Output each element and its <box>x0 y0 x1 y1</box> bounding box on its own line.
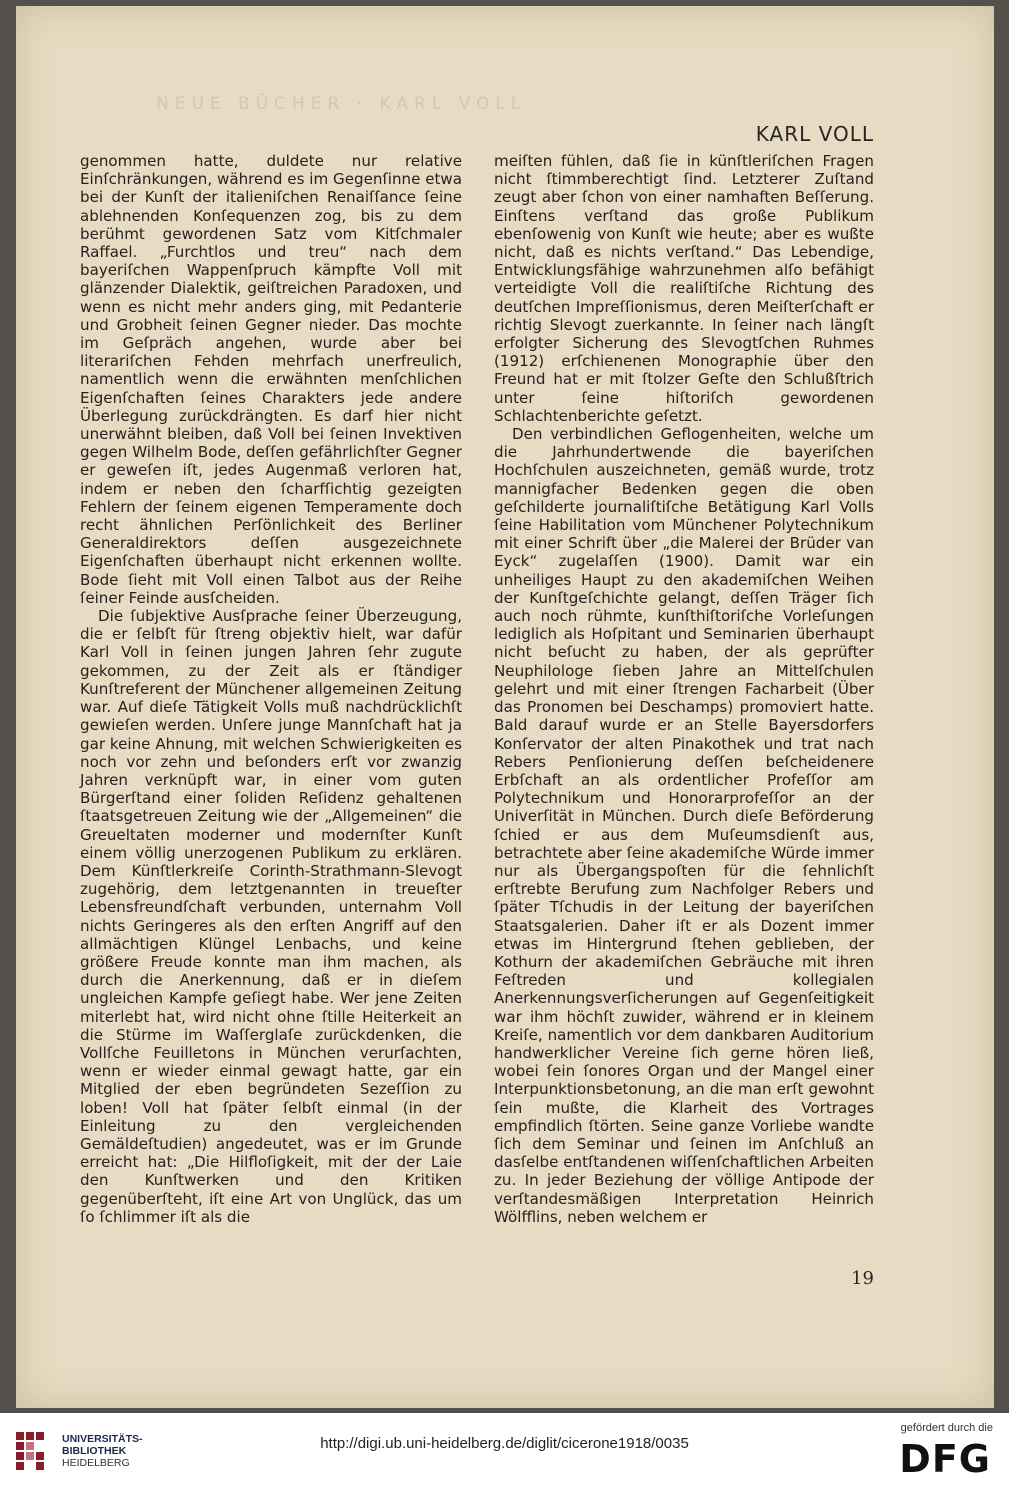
paragraph: genommen hatte, duldete nur relative Einſchränkungen, während es im Gegenſinne etwa bei der Kunſt der italieniſchen Renaiſſance ſeine ablehnenden Konſequenzen zog, bis zu dem berühmt gewordenen Satz vom Kitſchmaler Raffael. „Furchtlos und treu“ nach dem bayeriſchen Wappenſpruch kämpfte Voll mit glänzender Dialektik, geiſtreichen Paradoxen, und wenn es nicht mehr anders ging, mit Pedanterie und Grobheit ſeinen Gegner nieder. Das mochte im Geſpräch angehen, wurde aber bei literariſchen Fehden mehrfach unerfreulich, namentlich wenn die erwähnten menſchlichen Eigenſchaften ſeines Charakters jede andere Überlegung zurückdrängten. Es darf hier nicht unerwähnt bleiben, daß Voll bei ſeinen Invektiven gegen Wilhelm Bode, deſſen gefährlichſter Gegner er geweſen iſt, jedes Augenmaß verloren hat, indem er neben den ſcharfſichtig gezeigten Fehlern der ſeinem eigenen Temperamente doch recht ähnlichen Perſönlichkeit des Berliner Generaldirektors deſſen ausgezeichnete Eigenſchaften überhaupt nicht erkennen wollte. Bode ſieht mit Voll einen Talbot aus der Reihe ſeiner Feinde ausſcheiden. <box>80 152 462 607</box>
library-name-line: HEIDELBERG <box>62 1457 130 1469</box>
book-page <box>16 6 994 1408</box>
source-url-link[interactable]: http://digi.ub.uni-heidelberg.de/diglit/cicerone1918/0035 <box>320 1435 689 1452</box>
dfg-logo: DFG <box>899 1437 991 1481</box>
paragraph: Die ſubjektive Ausſprache ſeiner Überzeugung, die er ſelbſt für ſtreng objektiv hielt, war dafür Karl Voll in ſeinen jungen Jahren ſehr zugute gekommen, zu der Zeit als er ſtändiger Kunſtreferent der Münchener allgemeinen Zeitung war. Auf dieſe Tätigkeit Volls muß nachdrücklichſt gewieſen werden. Unſere junge Mannſchaft hat ja gar keine Ahnung, mit welchen Schwierigkeiten es noch vor zehn und beſonders erſt vor zwanzig Jahren verknüpft war, in einer vom guten Bürgerſtand einer ſoliden Reſidenz gehaltenen ſtaatsgetreuen Zeitung wie der „Allgemeinen“ die Greueltaten moderner und modernſter Kunſt einem völlig unerzogenen Publikum zu erklären. Dem Künſtlerkreiſe Corinth-Strathmann-Slevogt zugehörig, dem letztgenannten in treueſter Lebensfreundſchaft verbunden, unternahm Voll nichts Geringeres als den erſten Angriff auf den allmächtigen Klüngel Lenbachs, und keine größere Freude konnte man ihm machen, als durch die Anerkennung, daß er in dieſem ungleichen Kampfe geſiegt habe. Wer jene Zeiten miterlebt hat, wird nicht ohne ſtille Heiterkeit an die Stürme im Waſſerglaſe zurückdenken, die Vollſche Feuilletons in München verurſachten, wenn er wieder einmal gewagt hatte, gar ein Mitglied der eben begründeten Sezeſſion zu loben! Voll hat ſpäter ſelbſt einmal (in der Einleitung zu den vergleichenden Gemäldeſtudien) angedeutet, was er im Grunde erreicht hat: „Die Hilfloſigkeit, mit der der Laie den Kunſtwerken und den Kritiken gegenüberſteht, iſt eine Art von Unglück, das um ſo ſchlimmer iſt als die <box>80 607 462 1226</box>
left-column <box>80 152 462 1226</box>
library-name-line: BIBLIOTHEK <box>62 1445 127 1457</box>
page-number: 19 <box>851 1268 874 1289</box>
paragraph: Den verbindlichen Geflogenheiten, welche um die Jahrhundertwende die bayeriſchen Hochſchulen auszeichneten, gemäß wurde, trotz mannigfacher Bedenken gegen die oben geſchilderte journaliſtiſche Betätigung Karl Volls ſeine Habilitation vom Münchener Polytechnikum mit einer Schrift über „die Malerei der Brüder van Eyck“ zugelaſſen (1900). Damit war ein unheiliges Haupt zu den akademiſchen Weihen der Kunſtgeſchichte gelangt, deſſen Träger ſich auch noch rühmte, kunſthiſtoriſche Vorleſungen lediglich als Hoſpitant und Seminarien überhaupt nicht beſucht zu haben, der als geprüfter Neuphilologe ſieben Jahre an Mittelſchulen gelehrt und mit einer ſtrengen Facharbeit (Über das Pronomen bei Deschamps) promoviert hatte. Bald darauf wurde er an Stelle Bayersdorfers Konſervator der alten Pinakothek und trat nach Rebers Penſionierung deſſen beſcheidenere Erbſchaft an als ordentlicher Profeſſor am Polytechnikum und Honorarprofeſſor an der Univerſität in München. Durch dieſe Beförderung ſchied er aus dem Muſeumsdienſt aus, betrachtete aber ſeine akademiſche Würde immer nur als Übergangspoſten für die ſehnlichſt erſtrebte Berufung zum Nachfolger Rebers und ſpäter Tſchudis in der Leitung der bayeriſchen Staatsgalerien. Daher iſt er als Dozent immer etwas im Hintergrund ſtehen geblieben, der Kothurn der akademiſchen Gebräuche mit ihren Feſtreden und kollegialen Anerkennungsverſicherungen auf Gegenſeitigkeit war ihm höchſt zuwider, während er in kleinem Kreiſe, namentlich vor dem dankbaren Auditorium handwerklicher Vereine ſich gerne hören ließ, wobei ſein ſonores Organ und der Mangel einer Interpunktionsbetonung, an die man erſt gewohnt ſein mußte, die Klarheit des Vortrages empfindlich ſtörten. Seine ganze Vorliebe wandte ſich dem Seminar und ſeinen im Anſchluß an dasſelbe entſtandenen wiſſenſchaftlichen Arbeiten zu. In jeder Beziehung der völlige Antipode der verſtandesmäßigen Interpretation Heinrich Wölfflins, neben welchem er <box>494 425 874 1226</box>
right-column <box>494 152 874 1226</box>
running-head: KARL VOLL <box>755 122 874 146</box>
funding-caption: gefördert durch die <box>900 1422 993 1434</box>
library-name-line: UNIVERSITÄTS- <box>62 1433 143 1445</box>
viewer-footer <box>0 1413 1009 1486</box>
paragraph: meiſten fühlen, daß ſie in künſtleriſchen Fragen nicht ſtimmberechtigt ſind. Letzterer Zuſtand zeugt aber ſchon von einer namhaften Beſſerung. Einſtens verſtand das große Publikum ebenſowenig von Kunſt wie heute; aber es wußte nicht, daß es nichts verſtand.“ Das Lebendige, Entwicklungsfähige wahrzunehmen alſo befähigt verteidigte Voll die realiſtiſche Richtung des deutſchen Impreſſionismus, deren Meiſterſchaft er richtig Slevogt zuerkannte. In ſeiner nach längſt erfolgter Sicherung des Slevogtſchen Ruhmes (1912) erſchienenen Monographie über den Freund hat er mit ſtolzer Geſte den Schlußſtrich unter ſeine hiſtoriſch gewordenen Schlachtenberichte geſetzt. <box>494 152 874 425</box>
bleed-through-header: NEUE BÜCHER · KARL VOLL <box>156 94 527 114</box>
